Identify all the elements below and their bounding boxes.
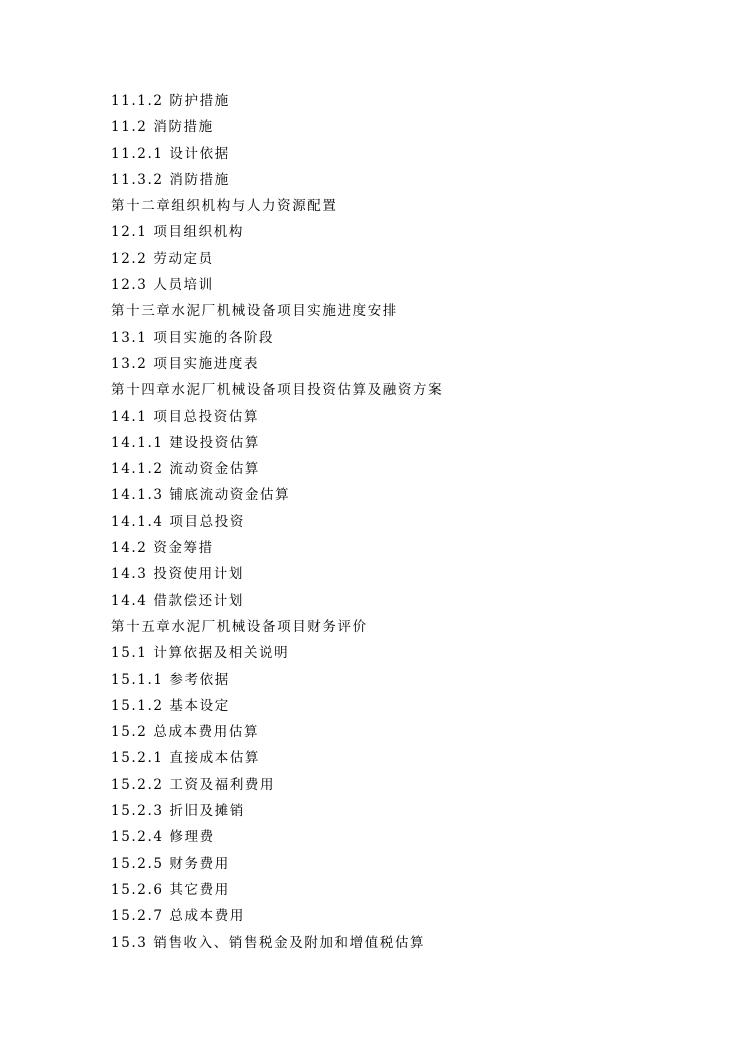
- toc-entry: 15.3 销售收入、销售税金及附加和增值税估算: [111, 934, 426, 951]
- toc-entry: 11.1.2 防护措施: [111, 93, 230, 109]
- toc-chapter-heading: 第十五章水泥厂机械设备项目财务评价: [111, 618, 368, 635]
- table-of-contents: [111, 88, 443, 956]
- toc-entry: 11.2 消防措施: [111, 119, 214, 136]
- toc-entry: 15.2.2 工资及福利费用: [111, 776, 276, 793]
- toc-entry: 14.2 资金筹措: [111, 540, 214, 557]
- toc-chapter-heading: 第十四章水泥厂机械设备项目投资估算及融资方案: [111, 382, 444, 399]
- toc-entry: 15.1.1 参考依据: [111, 671, 230, 688]
- toc-entry: 14.1 项目总投资估算: [111, 408, 260, 425]
- toc-entry: 12.1 项目组织机构: [111, 224, 244, 241]
- toc-entry: 15.2.7 总成本费用: [111, 908, 245, 925]
- toc-entry: 15.2.1 直接成本估算: [111, 750, 261, 767]
- toc-entry: 13.1 项目实施的各阶段: [111, 329, 275, 346]
- toc-entry: 15.2 总成本费用估算: [111, 724, 260, 741]
- toc-entry: 14.3 投资使用计划: [111, 566, 244, 583]
- toc-entry: 14.1.3 铺底流动资金估算: [111, 487, 291, 504]
- toc-chapter-heading: 第十二章组织机构与人力资源配置: [111, 198, 338, 215]
- toc-entry: 15.1.2 基本设定: [111, 697, 230, 714]
- toc-chapter-heading: 第十三章水泥厂机械设备项目实施进度安排: [111, 303, 398, 320]
- toc-entry: 14.1.4 项目总投资: [111, 513, 245, 530]
- toc-entry: 15.1 计算依据及相关说明: [111, 645, 290, 662]
- toc-entry: 15.2.3 折旧及摊销: [111, 803, 245, 820]
- toc-entry: 13.2 项目实施进度表: [111, 355, 260, 372]
- toc-entry: 14.1.1 建设投资估算: [111, 434, 261, 451]
- toc-entry: 11.2.1 设计依据: [111, 145, 230, 162]
- toc-entry: 15.2.5 财务费用: [111, 855, 230, 872]
- toc-entry: 15.2.4 修理费: [111, 829, 215, 846]
- toc-entry: 12.2 劳动定员: [111, 250, 214, 267]
- toc-entry: 14.4 借款偿还计划: [111, 592, 244, 609]
- toc-entry: 15.2.6 其它费用: [111, 881, 230, 898]
- toc-entry: 11.3.2 消防措施: [111, 171, 230, 188]
- toc-entry: 12.3 人员培训: [111, 277, 214, 294]
- toc-entry: 14.1.2 流动资金估算: [111, 461, 261, 478]
